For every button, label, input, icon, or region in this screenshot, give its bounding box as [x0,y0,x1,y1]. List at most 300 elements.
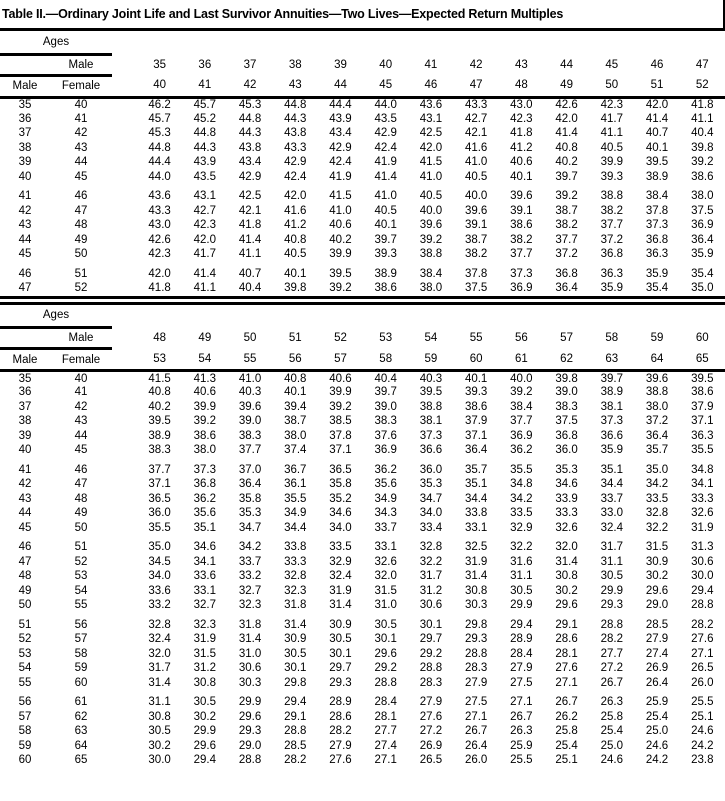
female-age-row-label: 42 [74,127,88,140]
multiple-value-cell: 26.5 [691,662,714,675]
multiple-value-cell: 42.6 [148,233,171,246]
multiple-value-cell: 40.1 [464,372,488,385]
table-row [0,170,725,185]
male-age-row-label: 35 [18,99,32,111]
multiple-value-cell: 31.9 [464,555,488,568]
multiple-value-cell: 34.2 [510,492,533,505]
multiple-value-cell: 29.3 [329,676,352,689]
multiple-value-cell: 28.6 [555,633,578,646]
male-age-row-label: 55 [18,676,32,689]
multiple-value-cell: 37.0 [238,463,262,476]
multiple-value-cell: 41.8 [691,99,714,111]
multiple-value-cell: 32.4 [148,633,171,646]
multiple-value-cell: 39.2 [193,415,217,428]
multiple-value-cell: 33.5 [645,492,669,505]
female-age-column-header: 64 [634,349,679,371]
multiple-value-cell: 26.7 [600,676,623,689]
male-age-row-label: 51 [18,618,32,631]
multiple-value-cell: 41.5 [148,372,171,385]
multiple-value-cell: 33.3 [691,492,714,505]
multiple-value-cell: 39.0 [555,386,578,399]
multiple-value-cell: 35.5 [148,521,171,534]
multiple-value-cell: 43.0 [148,219,171,232]
row-spacer-cell [112,233,137,248]
table-row [0,281,725,296]
multiple-value-cell: 34.4 [284,521,307,534]
female-age-row-label: 54 [74,584,88,597]
female-age-column-header: 42 [227,75,272,97]
multiple-value-cell: 34.0 [329,521,352,534]
multiple-value-cell: 41.7 [193,248,217,261]
multiple-value-cell: 27.5 [464,696,488,709]
multiple-value-cell: 41.2 [510,141,533,154]
multiple-value-cell: 41.0 [238,372,262,385]
table-row [0,141,725,156]
multiple-value-cell: 39.5 [419,386,443,399]
table-title: Table II.—Ordinary Joint Life and Last Survivor Annuities—Two Lives—Expected Return Multiples [0,0,725,31]
multiple-value-cell: 30.2 [193,710,217,723]
multiple-value-cell: 31.4 [238,633,262,646]
multiple-value-cell: 42.4 [374,141,397,154]
multiple-value-cell: 33.5 [329,541,352,554]
multiple-value-cell: 26.7 [510,710,533,723]
female-age-row-label: 49 [74,233,88,246]
table-row [0,218,725,233]
multiple-value-cell: 29.0 [238,739,262,752]
multiple-value-cell: 44.8 [148,141,171,154]
multiple-value-cell: 35.1 [600,463,623,476]
multiple-value-cell: 43.4 [238,156,262,169]
multiple-value-cell: 30.1 [374,633,397,646]
multiple-value-cell: 40.5 [464,170,488,183]
row-spacer-cell [112,521,137,536]
multiple-value-cell: 33.0 [600,507,623,520]
female-age-row-label: 56 [74,618,88,631]
multiple-value-cell: 31.1 [510,570,533,583]
multiple-value-cell: 39.5 [645,156,669,169]
multiple-value-cell: 38.6 [691,386,714,399]
multiple-value-cell: 36.0 [555,444,578,457]
multiple-value-cell: 43.3 [148,204,171,217]
male-age-row-label: 39 [18,156,32,169]
multiple-value-cell: 28.3 [419,676,443,689]
multiple-value-cell: 28.6 [329,710,352,723]
multiple-value-cell: 30.3 [464,599,488,612]
female-age-row-label: 52 [74,282,88,295]
male-age-column-header: 58 [605,332,619,344]
female-age-column-header: 40 [137,75,182,97]
multiple-value-cell: 42.3 [510,112,533,125]
multiple-value-cell: 29.9 [238,696,262,709]
multiple-value-cell: 36.2 [193,492,217,505]
multiple-value-cell: 39.7 [600,372,623,385]
multiple-value-cell: 39.9 [600,156,623,169]
multiple-value-cell: 34.9 [284,507,307,520]
multiple-value-cell: 31.0 [238,647,262,660]
multiple-value-cell: 38.2 [555,219,578,232]
male-age-row-label: 37 [18,400,32,413]
row-spacer-cell [112,618,137,633]
male-age-column-header: 41 [424,58,438,71]
table-body [0,371,725,768]
multiple-value-cell: 29.3 [464,633,488,646]
multiple-value-cell: 40.2 [148,400,171,413]
female-age-row-label: 44 [74,156,88,169]
multiple-value-cell: 39.3 [374,248,397,261]
multiple-value-cell: 27.1 [374,754,397,767]
male-age-column-header: 59 [650,332,664,344]
multiple-value-cell: 36.0 [148,507,171,520]
multiple-value-cell: 41.8 [238,219,262,232]
multiple-value-cell: 33.2 [148,599,171,612]
male-age-column-header: 42 [469,58,483,71]
multiple-value-cell: 39.3 [600,170,623,183]
multiple-value-cell: 29.0 [645,599,669,612]
multiple-value-cell: 42.3 [600,99,623,111]
female-age-row-label: 50 [74,521,88,534]
multiple-value-cell: 41.1 [600,127,623,140]
multiple-value-cell: 38.3 [148,444,171,457]
row-spacer-cell [112,569,137,584]
multiple-value-cell: 30.1 [419,618,443,631]
multiple-value-cell: 42.6 [555,99,578,111]
male-age-column-header: 43 [514,58,528,71]
female-age-column-header: 47 [454,75,499,97]
multiple-value-cell: 28.9 [329,696,352,709]
multiple-value-cell: 29.4 [284,696,307,709]
multiple-value-cell: 35.7 [464,463,488,476]
table-body [0,97,725,296]
multiple-value-cell: 26.2 [555,710,578,723]
multiple-value-cell: 35.9 [600,444,623,457]
multiple-value-cell: 35.8 [329,478,352,491]
female-age-row-label: 65 [74,754,88,767]
row-spacer-cell [112,385,137,400]
multiple-value-cell: 28.2 [284,754,307,767]
multiple-value-cell: 28.8 [284,725,307,738]
multiple-value-cell: 28.4 [510,647,533,660]
male-ages-header-row [0,54,725,75]
multiple-value-cell: 42.3 [193,219,217,232]
male-age-column-header: 56 [514,332,528,344]
header-spacer-cell [112,54,137,75]
multiple-value-cell: 31.9 [193,633,217,646]
multiple-value-cell: 37.1 [148,478,171,491]
female-age-row-label: 52 [74,555,88,568]
female-age-column-header: 63 [589,349,634,371]
multiple-value-cell: 37.7 [238,444,262,457]
male-age-row-label: 56 [18,696,32,709]
multiple-value-cell: 37.8 [645,204,669,217]
multiple-value-cell: 25.4 [645,710,669,723]
row-spacer-cell [112,281,137,296]
multiple-value-cell: 31.7 [600,541,623,554]
table-row [0,521,725,536]
multiple-value-cell: 40.1 [510,170,533,183]
multiple-value-cell: 43.4 [329,127,352,140]
multiple-value-cell: 24.6 [600,754,623,767]
multiple-value-cell: 30.9 [284,633,307,646]
multiple-value-cell: 35.3 [238,507,262,520]
multiple-value-cell: 30.9 [645,555,669,568]
multiple-value-cell: 33.5 [510,507,533,520]
multiple-value-cell: 40.1 [284,267,307,280]
multiple-value-cell: 24.6 [691,725,714,738]
female-age-row-label: 55 [74,599,88,612]
multiple-value-cell: 38.6 [193,429,217,442]
row-spacer-cell [112,97,137,112]
multiple-value-cell: 32.9 [329,555,352,568]
male-age-row-label: 45 [18,248,32,261]
multiple-value-cell: 29.2 [419,647,443,660]
multiple-value-cell: 26.3 [510,725,533,738]
male-age-row-label: 50 [18,599,32,612]
female-age-column-header: 53 [137,349,182,371]
multiple-value-cell: 38.0 [691,190,714,203]
multiple-value-cell: 31.4 [329,599,352,612]
multiple-value-cell: 29.9 [193,725,217,738]
multiple-value-cell: 39.9 [329,248,352,261]
female-axis-label: Female [50,75,112,97]
male-age-column-header: 52 [334,332,347,344]
multiple-value-cell: 37.1 [464,429,488,442]
multiple-value-cell: 30.5 [284,647,307,660]
male-age-row-label: 35 [18,372,32,385]
multiple-value-cell: 25.1 [691,710,714,723]
multiple-value-cell: 41.0 [329,204,352,217]
multiple-value-cell: 40.5 [284,248,307,261]
multiple-value-cell: 39.2 [555,190,578,203]
multiple-value-cell: 32.4 [329,570,352,583]
table-row [0,632,725,647]
multiple-value-cell: 37.2 [645,415,669,428]
female-age-row-label: 57 [74,633,88,646]
multiple-value-cell: 28.8 [600,618,623,631]
multiple-value-cell: 38.0 [193,444,217,457]
multiple-value-cell: 27.9 [645,633,669,646]
multiple-value-cell: 28.4 [374,696,397,709]
male-age-row-label: 48 [18,570,32,583]
multiple-value-cell: 43.8 [238,141,262,154]
multiple-value-cell: 41.0 [464,156,488,169]
multiple-value-cell: 30.2 [555,584,578,597]
female-age-column-header: 46 [408,75,453,97]
multiple-value-cell: 32.0 [374,570,397,583]
multiple-value-cell: 31.7 [419,570,443,583]
multiple-value-cell: 45.7 [148,112,171,125]
multiple-value-cell: 33.1 [193,584,217,597]
row-spacer-cell [112,443,137,458]
multiple-value-cell: 27.4 [374,739,397,752]
multiple-value-cell: 34.6 [193,541,217,554]
female-age-column-header: 65 [680,349,725,371]
multiple-value-cell: 38.2 [510,233,533,246]
multiple-value-cell: 36.4 [645,429,669,442]
multiple-value-cell: 31.4 [148,676,171,689]
multiple-value-cell: 33.8 [284,541,307,554]
multiple-value-cell: 28.5 [284,739,307,752]
multiple-value-cell: 30.3 [238,676,262,689]
multiple-value-cell: 24.2 [691,739,714,752]
row-spacer-cell [112,141,137,156]
multiple-value-cell: 40.8 [284,372,307,385]
table-row [0,429,725,444]
multiple-value-cell: 27.1 [555,676,578,689]
multiple-value-cell: 36.1 [284,478,307,491]
female-age-row-label: 63 [74,725,88,738]
female-age-row-label: 50 [74,248,88,261]
multiple-value-cell: 30.5 [374,618,397,631]
multiple-value-cell: 27.1 [691,647,714,660]
multiple-value-cell: 28.3 [464,662,488,675]
multiple-value-cell: 33.9 [555,492,578,505]
row-spacer-cell [112,414,137,429]
multiple-value-cell: 42.1 [464,127,488,140]
multiple-value-cell: 25.9 [510,739,533,752]
multiple-value-cell: 30.5 [148,725,171,738]
multiple-value-cell: 28.2 [600,633,623,646]
multiple-value-cell: 37.3 [419,429,443,442]
multiple-value-cell: 38.7 [284,415,307,428]
multiple-value-cell: 39.3 [464,386,488,399]
female-age-column-header: 62 [544,349,589,371]
multiple-value-cell: 31.4 [555,555,578,568]
female-age-column-header: 54 [182,349,227,371]
row-spacer-cell [112,267,137,282]
multiple-value-cell: 32.9 [510,521,533,534]
male-age-row-label: 47 [18,555,32,568]
multiple-value-cell: 41.4 [193,267,217,280]
multiple-value-cell: 37.4 [284,444,307,457]
table-row [0,477,725,492]
multiple-value-cell: 39.4 [284,400,307,413]
multiple-value-cell: 43.5 [193,170,217,183]
multiple-value-cell: 33.7 [374,521,397,534]
multiple-value-cell: 43.8 [284,127,307,140]
multiple-value-cell: 38.4 [510,400,533,413]
multiple-value-cell: 36.5 [329,463,352,476]
row-spacer-cell [112,247,137,262]
multiple-value-cell: 38.8 [419,400,443,413]
multiple-value-cell: 37.3 [510,267,533,280]
multiple-value-cell: 28.9 [510,633,533,646]
female-age-column-header: 48 [499,75,544,97]
multiple-value-cell: 31.4 [284,618,307,631]
multiple-value-cell: 40.7 [238,267,262,280]
multiple-value-cell: 36.0 [419,463,443,476]
multiple-value-cell: 30.6 [419,599,443,612]
multiple-value-cell: 39.2 [419,233,443,246]
multiple-value-cell: 36.3 [600,267,623,280]
panel-separator-rule [0,296,725,305]
multiple-value-cell: 30.5 [193,696,217,709]
female-age-row-label: 41 [74,112,88,125]
multiple-value-cell: 38.7 [555,204,578,217]
multiple-value-cell: 40.5 [374,204,397,217]
multiple-value-cell: 33.8 [464,507,488,520]
multiple-value-cell: 31.1 [600,555,623,568]
male-age-row-label: 41 [18,463,32,476]
multiple-value-cell: 42.1 [238,204,262,217]
male-age-column-header: 39 [334,58,347,71]
multiple-value-cell: 36.5 [148,492,171,505]
multiple-value-cell: 43.1 [419,112,443,125]
multiple-value-cell: 29.4 [193,754,217,767]
multiple-value-cell: 30.5 [600,570,623,583]
female-age-row-label: 41 [74,386,88,399]
male-age-row-label: 57 [18,710,32,723]
multiple-value-cell: 30.6 [238,662,262,675]
male-age-column-header: 55 [469,332,483,344]
male-age-row-label: 46 [18,267,32,280]
row-spacer-cell [112,112,137,127]
multiple-value-cell: 41.2 [284,219,307,232]
male-age-column-header: 60 [695,332,709,344]
multiple-value-cell: 39.7 [555,170,578,183]
multiple-value-cell: 30.8 [193,676,217,689]
multiple-value-cell: 30.0 [691,570,714,583]
table-row [0,233,725,248]
table-row [0,555,725,570]
multiple-value-cell: 27.6 [555,662,578,675]
male-age-row-label: 41 [18,190,32,203]
multiple-value-cell: 27.9 [329,739,352,752]
multiple-value-cell: 38.7 [464,233,488,246]
multiple-value-cell: 45.7 [193,99,217,111]
female-age-column-header: 52 [680,75,725,97]
row-spacer-cell [112,710,137,725]
multiple-value-cell: 30.5 [510,584,533,597]
multiple-value-cell: 38.8 [645,386,669,399]
male-age-column-header: 36 [198,58,212,71]
table-row [0,710,725,725]
multiple-value-cell: 41.9 [374,156,397,169]
multiple-value-cell: 33.6 [193,570,217,583]
female-age-row-label: 42 [74,400,88,413]
multiple-value-cell: 29.3 [600,599,623,612]
multiple-value-cell: 36.9 [374,444,397,457]
multiple-value-cell: 41.6 [464,141,488,154]
table-row [0,463,725,478]
multiple-value-cell: 36.8 [193,478,217,491]
female-age-row-label: 62 [74,710,88,723]
multiple-value-cell: 37.7 [555,233,578,246]
multiple-value-cell: 34.7 [238,521,262,534]
multiple-value-cell: 40.4 [238,282,262,295]
multiple-value-cell: 38.0 [645,400,669,413]
multiple-value-cell: 38.5 [329,415,352,428]
female-age-row-label: 40 [74,99,88,111]
multiple-value-cell: 28.8 [238,754,262,767]
header-blank-cell [112,31,725,54]
multiple-value-cell: 32.0 [148,647,171,660]
multiple-value-cell: 29.8 [464,618,488,631]
multiple-value-cell: 34.1 [193,555,217,568]
male-age-row-label: 53 [18,647,32,660]
male-header-indent-cell [0,328,50,349]
multiple-value-cell: 32.2 [510,541,533,554]
multiple-value-cell: 38.4 [419,267,443,280]
multiple-value-cell: 35.5 [284,492,307,505]
multiple-value-cell: 40.0 [419,204,443,217]
multiple-value-cell: 31.6 [510,555,533,568]
table-row [0,267,725,282]
table-row [0,204,725,219]
multiple-value-cell: 27.9 [419,696,443,709]
multiple-value-cell: 43.5 [374,112,397,125]
multiple-value-cell: 41.8 [148,282,171,295]
female-age-row-label: 60 [74,676,88,689]
